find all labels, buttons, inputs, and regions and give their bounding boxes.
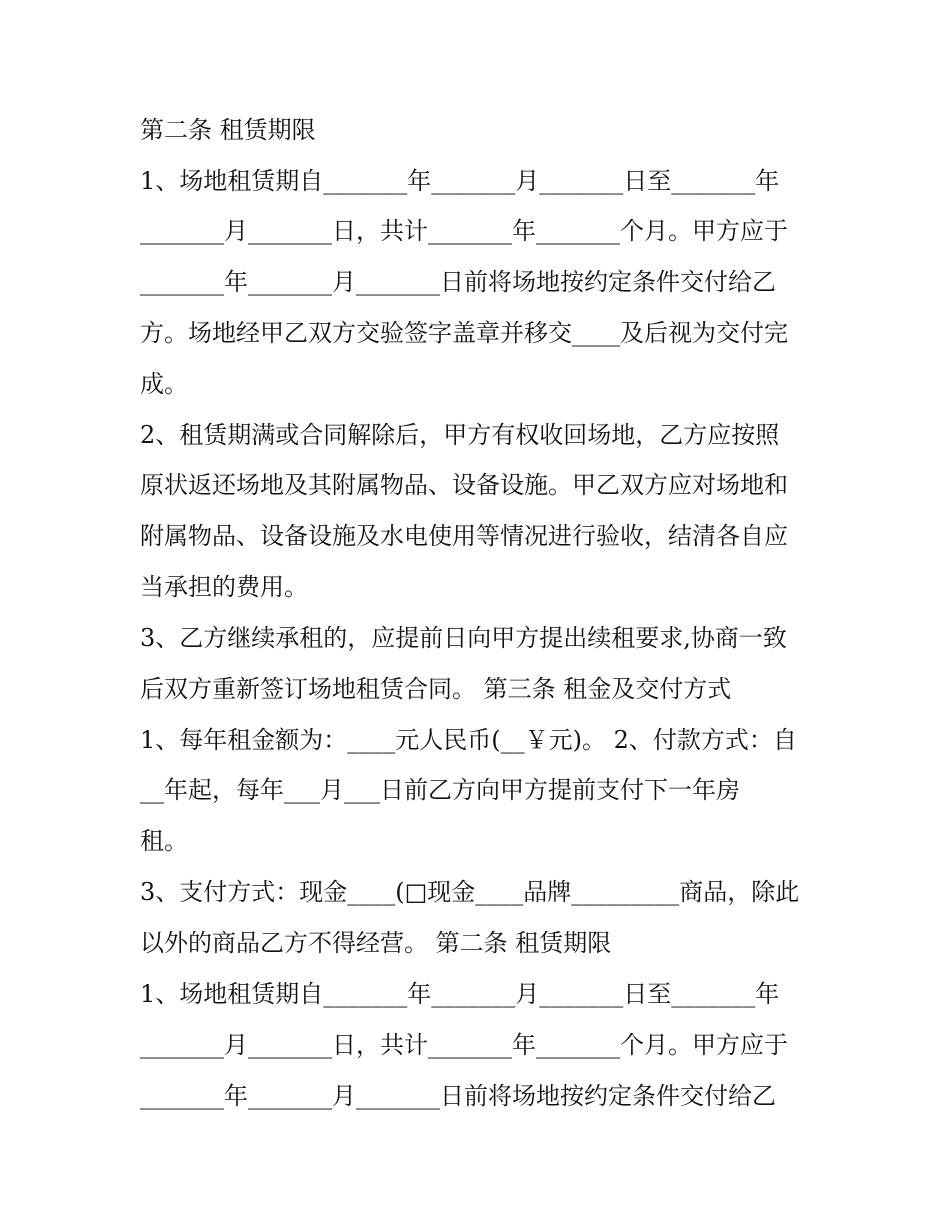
text-line: _______月_______日，共计_______年_______个月。甲方应于	[140, 217, 788, 245]
text-line: 3、支付方式：现金____(□现金____品牌_________商品，除此	[140, 878, 800, 906]
text-line: _______月_______日，共计_______年_______个月。甲方应于	[140, 1031, 788, 1059]
text-line: 租。	[140, 827, 188, 855]
text-line: 3、乙方继续承租的，应提前日向甲方提出续租要求,协商一致	[140, 624, 787, 652]
text-line: 附属物品、设备设施及水电使用等情况进行验收，结清各自应	[140, 522, 788, 550]
text-line: 后双方重新签订场地租赁合同。 第三条 租金及交付方式	[140, 675, 732, 703]
text-line: __年起，每年___月___日前乙方向甲方提前支付下一年房	[140, 776, 740, 804]
text-line: 2、租赁期满或合同解除后，甲方有权收回场地，乙方应按照	[140, 421, 780, 449]
text-line: 方。场地经甲乙双方交验签字盖章并移交____及后视为交付完	[140, 319, 788, 347]
text-line: 1、场地租赁期自_______年_______月_______日至_______年	[140, 167, 780, 195]
text-line: 1、每年租金额为：____元人民币(__￥元)。 2、付款方式：自	[140, 726, 797, 754]
text-line: 以外的商品乙方不得经营。 第二条 租赁期限	[140, 929, 612, 957]
text-line: _______年_______月_______日前将场地按约定条件交付给乙	[140, 268, 776, 296]
text-line: _______年_______月_______日前将场地按约定条件交付给乙	[140, 1082, 776, 1110]
section-heading: 第二条 租赁期限	[140, 116, 316, 144]
text-line: 成。	[140, 370, 188, 398]
text-line: 原状返还场地及其附属物品、设备设施。甲乙双方应对场地和	[140, 471, 788, 499]
text-line: 当承担的费用。	[140, 573, 308, 601]
text-line: 1、场地租赁期自_______年_______月_______日至_______年	[140, 980, 780, 1008]
